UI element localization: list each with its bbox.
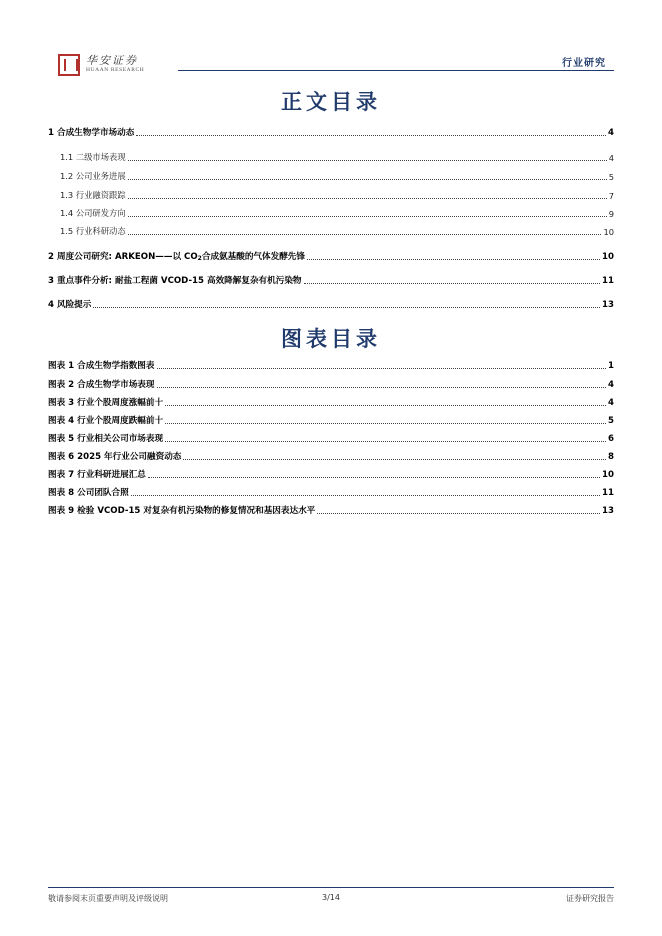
- toc-entry-page: 13: [602, 300, 614, 310]
- huaan-logo-icon: [58, 54, 80, 76]
- toc-entry-label: 1.1 二级市场表现: [60, 152, 126, 162]
- toc-entry[interactable]: [60, 205, 614, 219]
- figure-entry-label: 图表 5 行业相关公司市场表现: [48, 434, 164, 444]
- logo-text: 华安证券: [86, 54, 138, 67]
- toc-entry-label: 1.5 行业科研动态: [60, 226, 126, 236]
- toc-entry-label: 1.2 公司业务进展: [60, 171, 126, 181]
- figures-title: 图表目录: [281, 327, 381, 351]
- figure-entry-label: 图表 3 行业个股周度涨幅前十: [48, 398, 164, 408]
- toc-entry[interactable]: [48, 124, 614, 138]
- figure-entry[interactable]: [48, 376, 614, 390]
- toc-entry-page: 4: [608, 128, 614, 138]
- figure-entry[interactable]: [48, 357, 614, 371]
- figure-entry[interactable]: [48, 412, 614, 426]
- toc-entry-label: 1 合成生物学市场动态: [48, 128, 135, 138]
- figure-entry-page: 8: [608, 452, 614, 462]
- toc-entry-page: 4: [608, 153, 614, 163]
- toc-entry-page: 7: [608, 191, 614, 201]
- figure-entry[interactable]: [48, 430, 614, 444]
- report-category: 行业研究: [562, 58, 606, 69]
- page-header: [48, 48, 614, 76]
- figure-entry-label: 图表 2 合成生物学市场表现: [48, 380, 155, 390]
- toc-entry-label: 4 风险提示: [48, 300, 92, 310]
- header-divider: [178, 70, 614, 71]
- figure-entry-label: 图表 1 合成生物学指数图表: [48, 361, 155, 371]
- toc-entry-page: 11: [602, 276, 614, 286]
- figure-entry-page: 6: [608, 434, 614, 444]
- footer-divider: [48, 887, 614, 888]
- figure-entry-label: 图表 7 行业科研进展汇总: [48, 470, 146, 480]
- toc-entry[interactable]: [48, 248, 614, 262]
- figure-entry-label: 图表 8 公司团队合照: [48, 488, 129, 498]
- figure-entry-page: 5: [608, 416, 614, 426]
- toc-entry-page: 9: [608, 209, 614, 219]
- toc-entry-page: 10: [602, 252, 614, 262]
- figure-entry-page: 11: [602, 488, 614, 498]
- figure-entry[interactable]: [48, 466, 614, 480]
- toc-entry[interactable]: [48, 272, 614, 286]
- toc-entry-label: 3 重点事件分析: 耐盐工程菌 VCOD-15 高效降解复杂有机污染物: [48, 276, 302, 286]
- toc-entry[interactable]: [60, 149, 614, 163]
- figure-entry-label: 图表 9 检验 VCOD-15 对复杂有机污染物的修复情况和基因表达水平: [48, 506, 316, 516]
- figure-entry-page: 4: [608, 398, 614, 408]
- figure-entry[interactable]: [48, 484, 614, 498]
- toc-entry[interactable]: [60, 223, 614, 237]
- figure-entry-page: 1: [608, 361, 614, 371]
- figure-entry-page: 4: [608, 380, 614, 390]
- toc-title: 正文目录: [281, 90, 381, 114]
- figure-entry[interactable]: [48, 502, 614, 516]
- figure-entry[interactable]: [48, 394, 614, 408]
- figure-entry-page: 10: [602, 470, 614, 480]
- toc-entry-label: 1.4 公司研发方向: [60, 208, 126, 218]
- toc-entry[interactable]: [60, 187, 614, 201]
- toc-entry-label: 2 周度公司研究: ARKEON——以 $CO_2$合成氨基酸的气体发酵先锋: [48, 252, 305, 262]
- page-number: 3/14: [322, 893, 340, 902]
- figure-entry-label: 图表 6 2025 年行业公司融资动态: [48, 452, 182, 462]
- footer-report-type: 证券研究报告: [566, 894, 614, 903]
- footer-disclaimer: 敬请参阅末页重要声明及评级说明: [48, 894, 168, 903]
- figure-entry-page: 13: [602, 506, 614, 516]
- toc-entry[interactable]: [48, 296, 614, 310]
- toc-entry-page: 5: [608, 172, 614, 182]
- figure-entry-label: 图表 4 行业个股周度跌幅前十: [48, 416, 164, 426]
- logo-subtext: HUAAN RESEARCH: [86, 67, 145, 73]
- toc-entry[interactable]: [60, 168, 614, 182]
- toc-entry-page: 10: [603, 227, 614, 237]
- toc-entry-label: 1.3 行业融资跟踪: [60, 190, 126, 200]
- figure-entry[interactable]: [48, 448, 614, 462]
